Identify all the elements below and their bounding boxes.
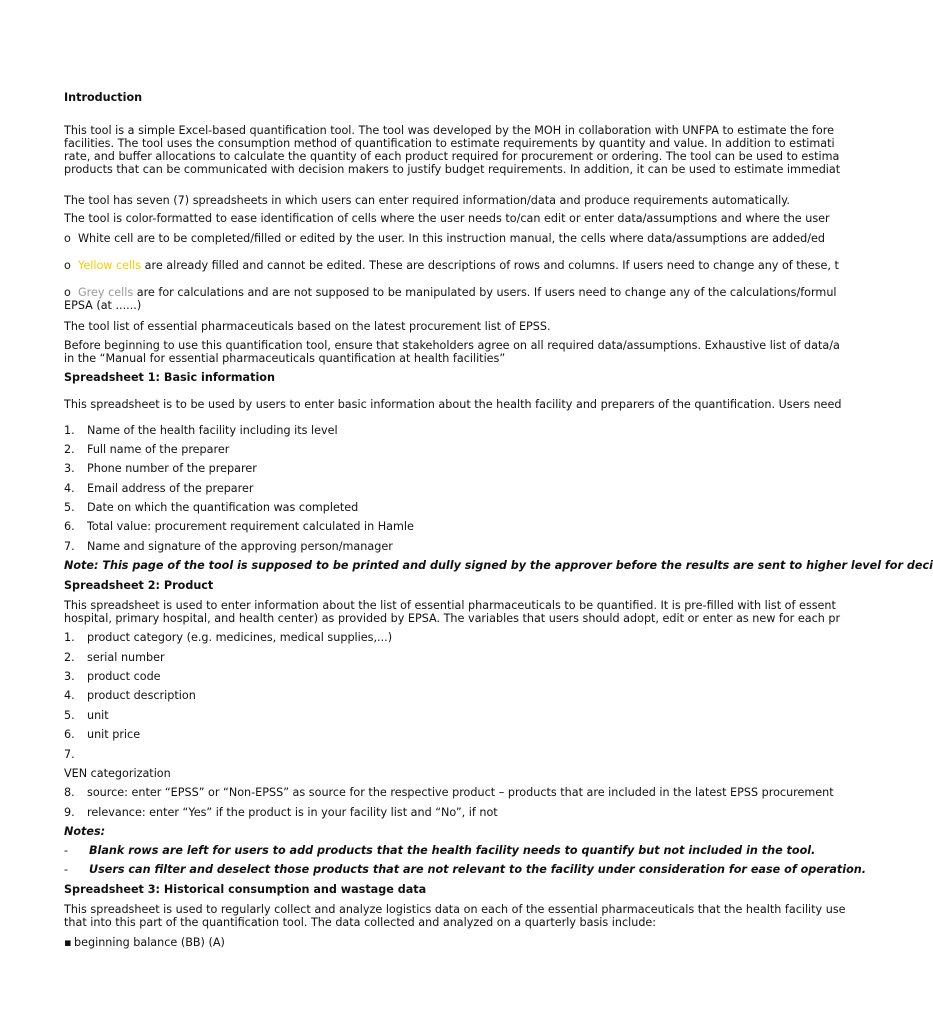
list-item: 5. unit [64, 709, 109, 722]
list-item: 4. Email address of the preparer [64, 482, 254, 495]
grey-cell-text: are for calculations and are not supposed to be manipulated by users. If users need to change any of the calculations/formul [133, 286, 837, 299]
list-item: 1. product category (e.g. medicines, medical supplies,...) [64, 631, 393, 644]
tool-list-text: The tool list of essential pharmaceuticals based on the latest procurement list of EPSS. [64, 320, 551, 333]
spreadsheet-1-heading: Spreadsheet 1: Basic information [64, 371, 275, 384]
spreadsheets-count-text: The tool has seven (7) spreadsheets in which users can enter required information/data and produce requirements automatically. [64, 194, 790, 207]
list-item: 7. Name and signature of the approving person/manager [64, 540, 393, 553]
white-cell-text: are to be completed/filled or edited by the user. In this instruction manual, the cells where data/assumptions are added/ed [133, 232, 825, 245]
spreadsheet-2-intro-line-2: hospital, primary hospital, and health center) as provided by EPSA. The variables that users should adopt, edit or enter as new for each pr [64, 612, 841, 625]
yellow-cell-bullet [64, 259, 839, 272]
list-item: 6. unit price [64, 728, 141, 741]
yellow-cell-text: are already filled and cannot be edited. These are descriptions of rows and columns. If users need to change any of these, t [141, 259, 839, 272]
before-begin-line-1: Before beginning to use this quantification tool, ensure that stakeholders agree on all required data/assumptions. Exhaustive list of data/a [64, 339, 840, 352]
spreadsheet-2-heading: Spreadsheet 2: Product [64, 579, 214, 592]
white-cell-bullet [64, 232, 825, 245]
spreadsheet-1-intro: This spreadsheet is to be used by users to enter basic information about the health facility and preparers of the quantification. Users need [64, 398, 842, 411]
spreadsheet-2-intro-line-1: This spreadsheet is used to enter information about the list of essential pharmaceuticals to be quantified. It is pre-filled with list of essent [64, 599, 836, 612]
bullet-marker: o [64, 286, 71, 299]
bullet-marker: o [64, 232, 71, 245]
grey-cell-label: Grey cells [78, 286, 134, 299]
spreadsheet-3-intro-line-1: This spreadsheet is used to regularly collect and analyze logistics data on each of the essential pharmaceuticals that the health facility use [64, 903, 846, 916]
intro-paragraph-line-3: rate, and buffer allocations to calculate the quantity of each product required for procurement or ordering. The tool can be used to estima [64, 150, 840, 163]
grey-cell-text-cont: EPSA (at ......) [64, 299, 142, 312]
list-item: 1. Name of the health facility including its level [64, 424, 338, 437]
color-format-text: The tool is color-formatted to ease identification of cells where the user needs to/can edit or enter data/assumptions and where the user [64, 212, 830, 225]
list-item: 4. product description [64, 689, 196, 702]
square-bullet-icon: ▪ [64, 936, 72, 949]
spreadsheet-3-intro-line-2: that into this part of the quantification tool. The data collected and analyzed on a quarterly basis include: [64, 916, 657, 929]
intro-heading: Introduction [64, 91, 143, 104]
list-item: 2. Full name of the preparer [64, 443, 230, 456]
note-item: - Users can filter and deselect those products that are not relevant to the facility under consideration for ease of operation. [64, 863, 867, 876]
list-item: 3. Phone number of the preparer [64, 462, 257, 475]
intro-paragraph-line-1: This tool is a simple Excel-based quantification tool. The tool was developed by the MOH in collaboration with UNFPA to estimate the fore [64, 124, 834, 137]
before-begin-line-2: in the “Manual for essential pharmaceuticals quantification at health facilities” [64, 352, 506, 365]
spreadsheet-3-heading: Spreadsheet 3: Historical consumption and wastage data [64, 883, 427, 896]
yellow-cell-label: Yellow cells [78, 259, 142, 272]
intro-paragraph-line-4: products that can be communicated with decision makers to justify budget requirements. In addition, it can be used to estimate immediat [64, 163, 841, 176]
bullet-marker: o [64, 259, 71, 272]
notes-heading: Notes: [64, 825, 106, 838]
ven-categorization-text: VEN categorization [64, 767, 171, 780]
list-item: 7. [64, 748, 75, 761]
list-item: 8. source: enter “EPSS” or “Non-EPSS” as source for the respective product – products that are included in the latest EPSS procurement [64, 786, 834, 799]
grey-cell-bullet [64, 286, 837, 299]
list-item: 5. Date on which the quantification was completed [64, 501, 359, 514]
list-item: 6. Total value: procurement requirement calculated in Hamle [64, 520, 414, 533]
list-item: 2. serial number [64, 651, 165, 664]
intro-paragraph-line-2: facilities. The tool uses the consumption method of quantification to estimate requirements by quantity and value. In addition to estimati [64, 137, 835, 150]
spreadsheet-1-note: Note: This page of the tool is supposed to be printed and dully signed by the approver before the results are sent to higher level for deci [64, 559, 933, 572]
white-cell-label: White cell [78, 232, 134, 245]
document-page [64, 0, 933, 1024]
list-item: 9. relevance: enter “Yes” if the product is in your facility list and “No”, if not [64, 806, 498, 819]
bullet-item: ▪ beginning balance (BB) (A) [64, 936, 225, 949]
note-item: - Blank rows are left for users to add products that the health facility needs to quantify but not included in the tool. [64, 844, 816, 857]
list-item: 3. product code [64, 670, 161, 683]
